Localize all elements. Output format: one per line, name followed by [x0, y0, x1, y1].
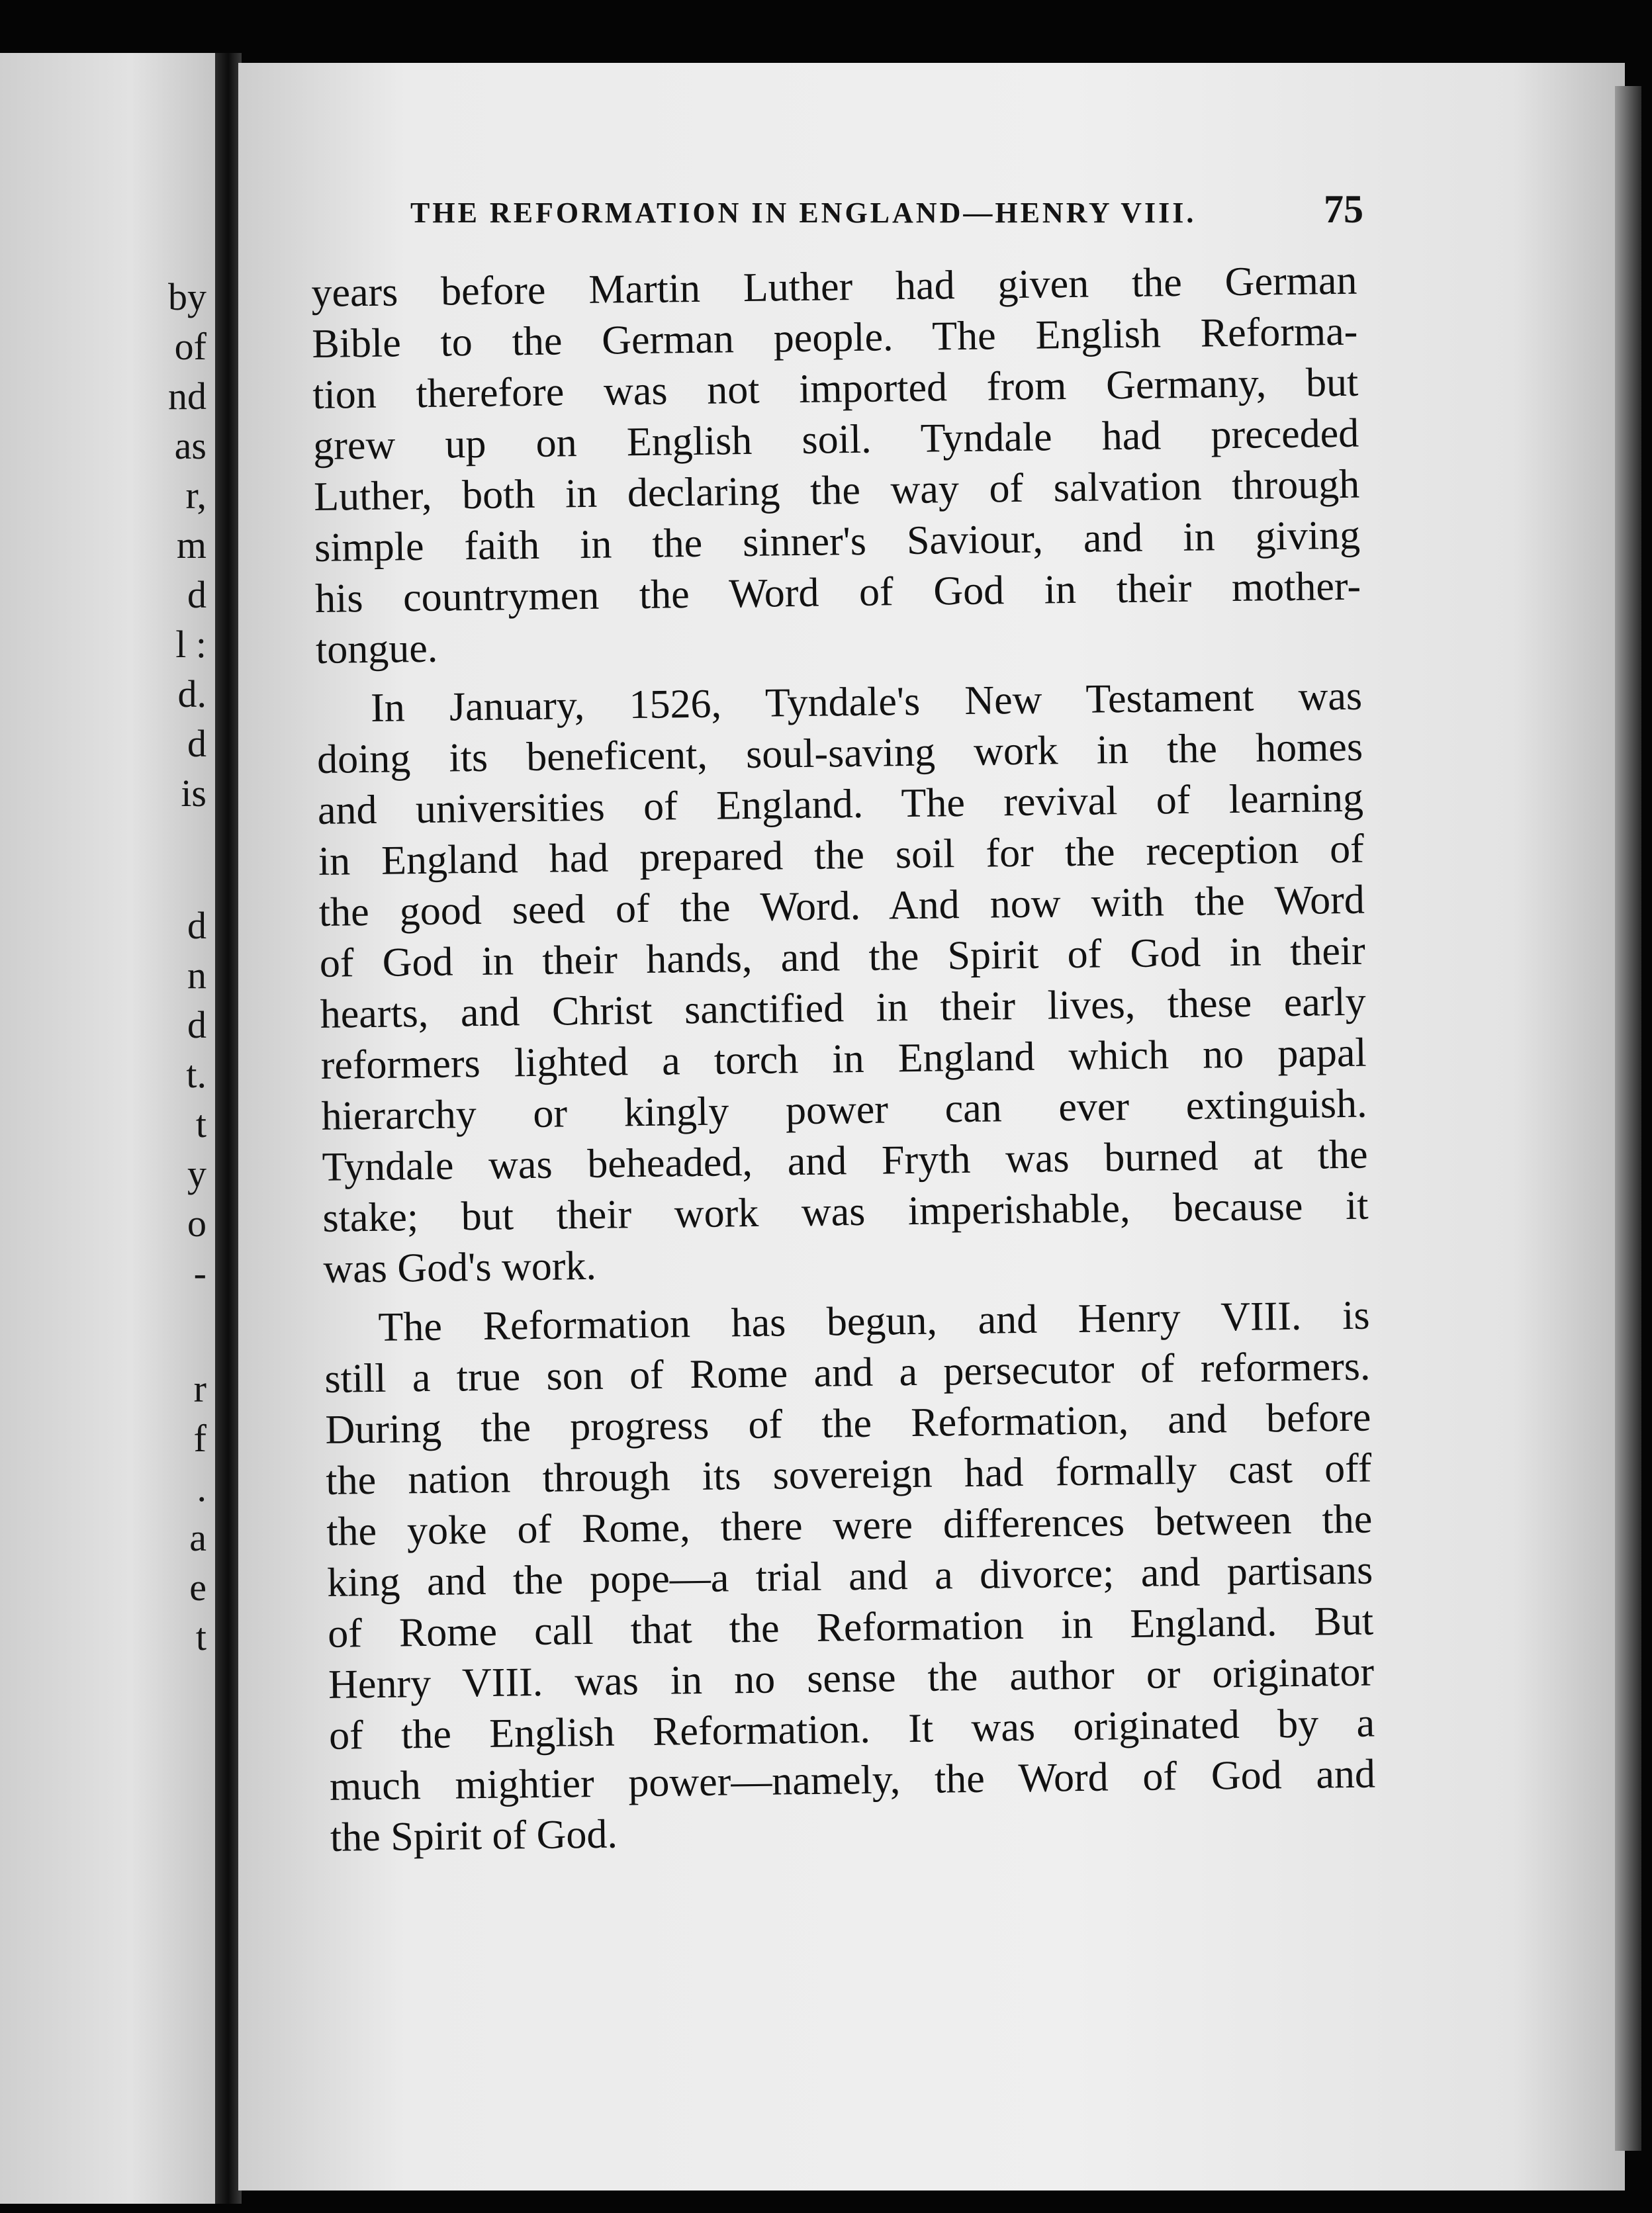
text-line: grew up on English soil. Tyndale had preceded: [312, 410, 1359, 469]
prev-page-fragment: d: [187, 1003, 206, 1046]
text-line: of Rome call that the Reformation in England. But: [327, 1598, 1374, 1656]
text-line: During the progress of the Reformation, and before: [325, 1394, 1371, 1453]
paragraph-3: [324, 1290, 1376, 1864]
prev-page-fragment: t: [195, 1615, 206, 1658]
paragraph-2: [316, 671, 1369, 1295]
text-line: simple faith in the sinner's Saviour, and in giving: [314, 512, 1361, 570]
text-line: much mightier power—namely, the Word of God and: [329, 1751, 1376, 1809]
text-line: tongue.: [315, 625, 438, 672]
prev-page-fragment: n: [187, 954, 206, 997]
text-line: The Reformation has begun, and Henry VIII. is: [378, 1292, 1370, 1350]
prev-page-fragment: f: [193, 1417, 206, 1460]
prev-page-fragment: a: [189, 1516, 206, 1559]
running-head-title: THE REFORMATION IN ENGLAND—HENRY VIII.: [410, 197, 1197, 229]
text-line: the yoke of Rome, there were differences between the: [326, 1496, 1373, 1555]
text-line: the nation through its sovereign had formally cast off: [325, 1445, 1372, 1504]
prev-page-fragment: of: [174, 325, 206, 368]
prev-page-fragment: d: [187, 722, 206, 765]
text-line: of the English Reformation. It was originated by a: [328, 1700, 1375, 1758]
text-line: tion therefore was not imported from Germany, but: [312, 359, 1359, 418]
prev-page-fragment: as: [174, 424, 206, 467]
prev-page-fragment: y: [187, 1152, 206, 1195]
text-line: Tyndale was beheaded, and Fryth was burned at the: [322, 1132, 1368, 1190]
prev-page-fragment: r,: [185, 474, 206, 517]
prev-page-fragment: nd: [168, 375, 206, 418]
prev-page-fragment: d: [187, 573, 206, 616]
text-line: doing its beneficent, soul-saving work in the homes: [316, 724, 1363, 782]
text-line: was God's work.: [323, 1243, 597, 1292]
paragraph-1: [311, 255, 1361, 676]
prev-page-fragment: by: [168, 275, 206, 318]
prev-page-fragment: t: [195, 1103, 206, 1146]
text-line: hearts, and Christ sanctified in their lives, these early: [320, 979, 1367, 1037]
prev-page-fragment: e: [189, 1566, 206, 1609]
text-line: the Spirit of God.: [330, 1811, 618, 1860]
text-line: Bible to the German people. The English Reforma-: [311, 308, 1358, 367]
page-edge-shadow: [1615, 86, 1641, 2151]
running-head: [410, 187, 1363, 232]
text-line: and universities of England. The revival of learning: [317, 775, 1364, 833]
text-line: In January, 1526, Tyndale's New Testament was: [370, 673, 1363, 731]
book-gutter: [215, 53, 242, 2204]
text-line: king and the pope—a trial and a divorce; and partisans: [326, 1547, 1373, 1605]
prev-page-fragment: d.: [177, 672, 206, 715]
text-line: of God in their hands, and the Spirit of God in their: [319, 928, 1366, 986]
text-line: years before Martin Luther had given the German: [311, 257, 1357, 316]
text-line: still a true son of Rome and a persecutor of reformers.: [324, 1343, 1371, 1402]
prev-page-fragment: t.: [186, 1053, 206, 1096]
prev-page-fragment: .: [197, 1467, 206, 1510]
previous-page-edge: [0, 53, 218, 2204]
text-line: the good seed of the Word. And now with the Word: [318, 877, 1365, 935]
prev-page-fragment: -: [193, 1251, 206, 1294]
body-text: [311, 255, 1376, 1872]
text-line: reformers lighted a torch in England which no papal: [320, 1030, 1367, 1088]
prev-page-fragment: d: [187, 904, 206, 947]
prev-page-fragment: is: [181, 772, 206, 815]
text-line: Henry VIII. was in no sense the author or originator: [328, 1649, 1375, 1707]
page-number: 75: [1324, 187, 1363, 231]
prev-page-fragment: l :: [175, 623, 206, 666]
text-line: stake; but their work was imperishable, because it: [322, 1183, 1369, 1241]
text-line: his countrymen the Word of God in their mother-: [314, 563, 1361, 621]
prev-page-fragment: o: [187, 1202, 206, 1245]
text-line: in England had prepared the soil for the reception of: [318, 826, 1365, 884]
text-line: Luther, both in declaring the way of salvation through: [313, 461, 1360, 519]
prev-page-fragment: m: [176, 523, 206, 566]
text-line: hierarchy or kingly power can ever extinguish.: [321, 1081, 1367, 1139]
prev-page-fragment: r: [193, 1367, 206, 1410]
